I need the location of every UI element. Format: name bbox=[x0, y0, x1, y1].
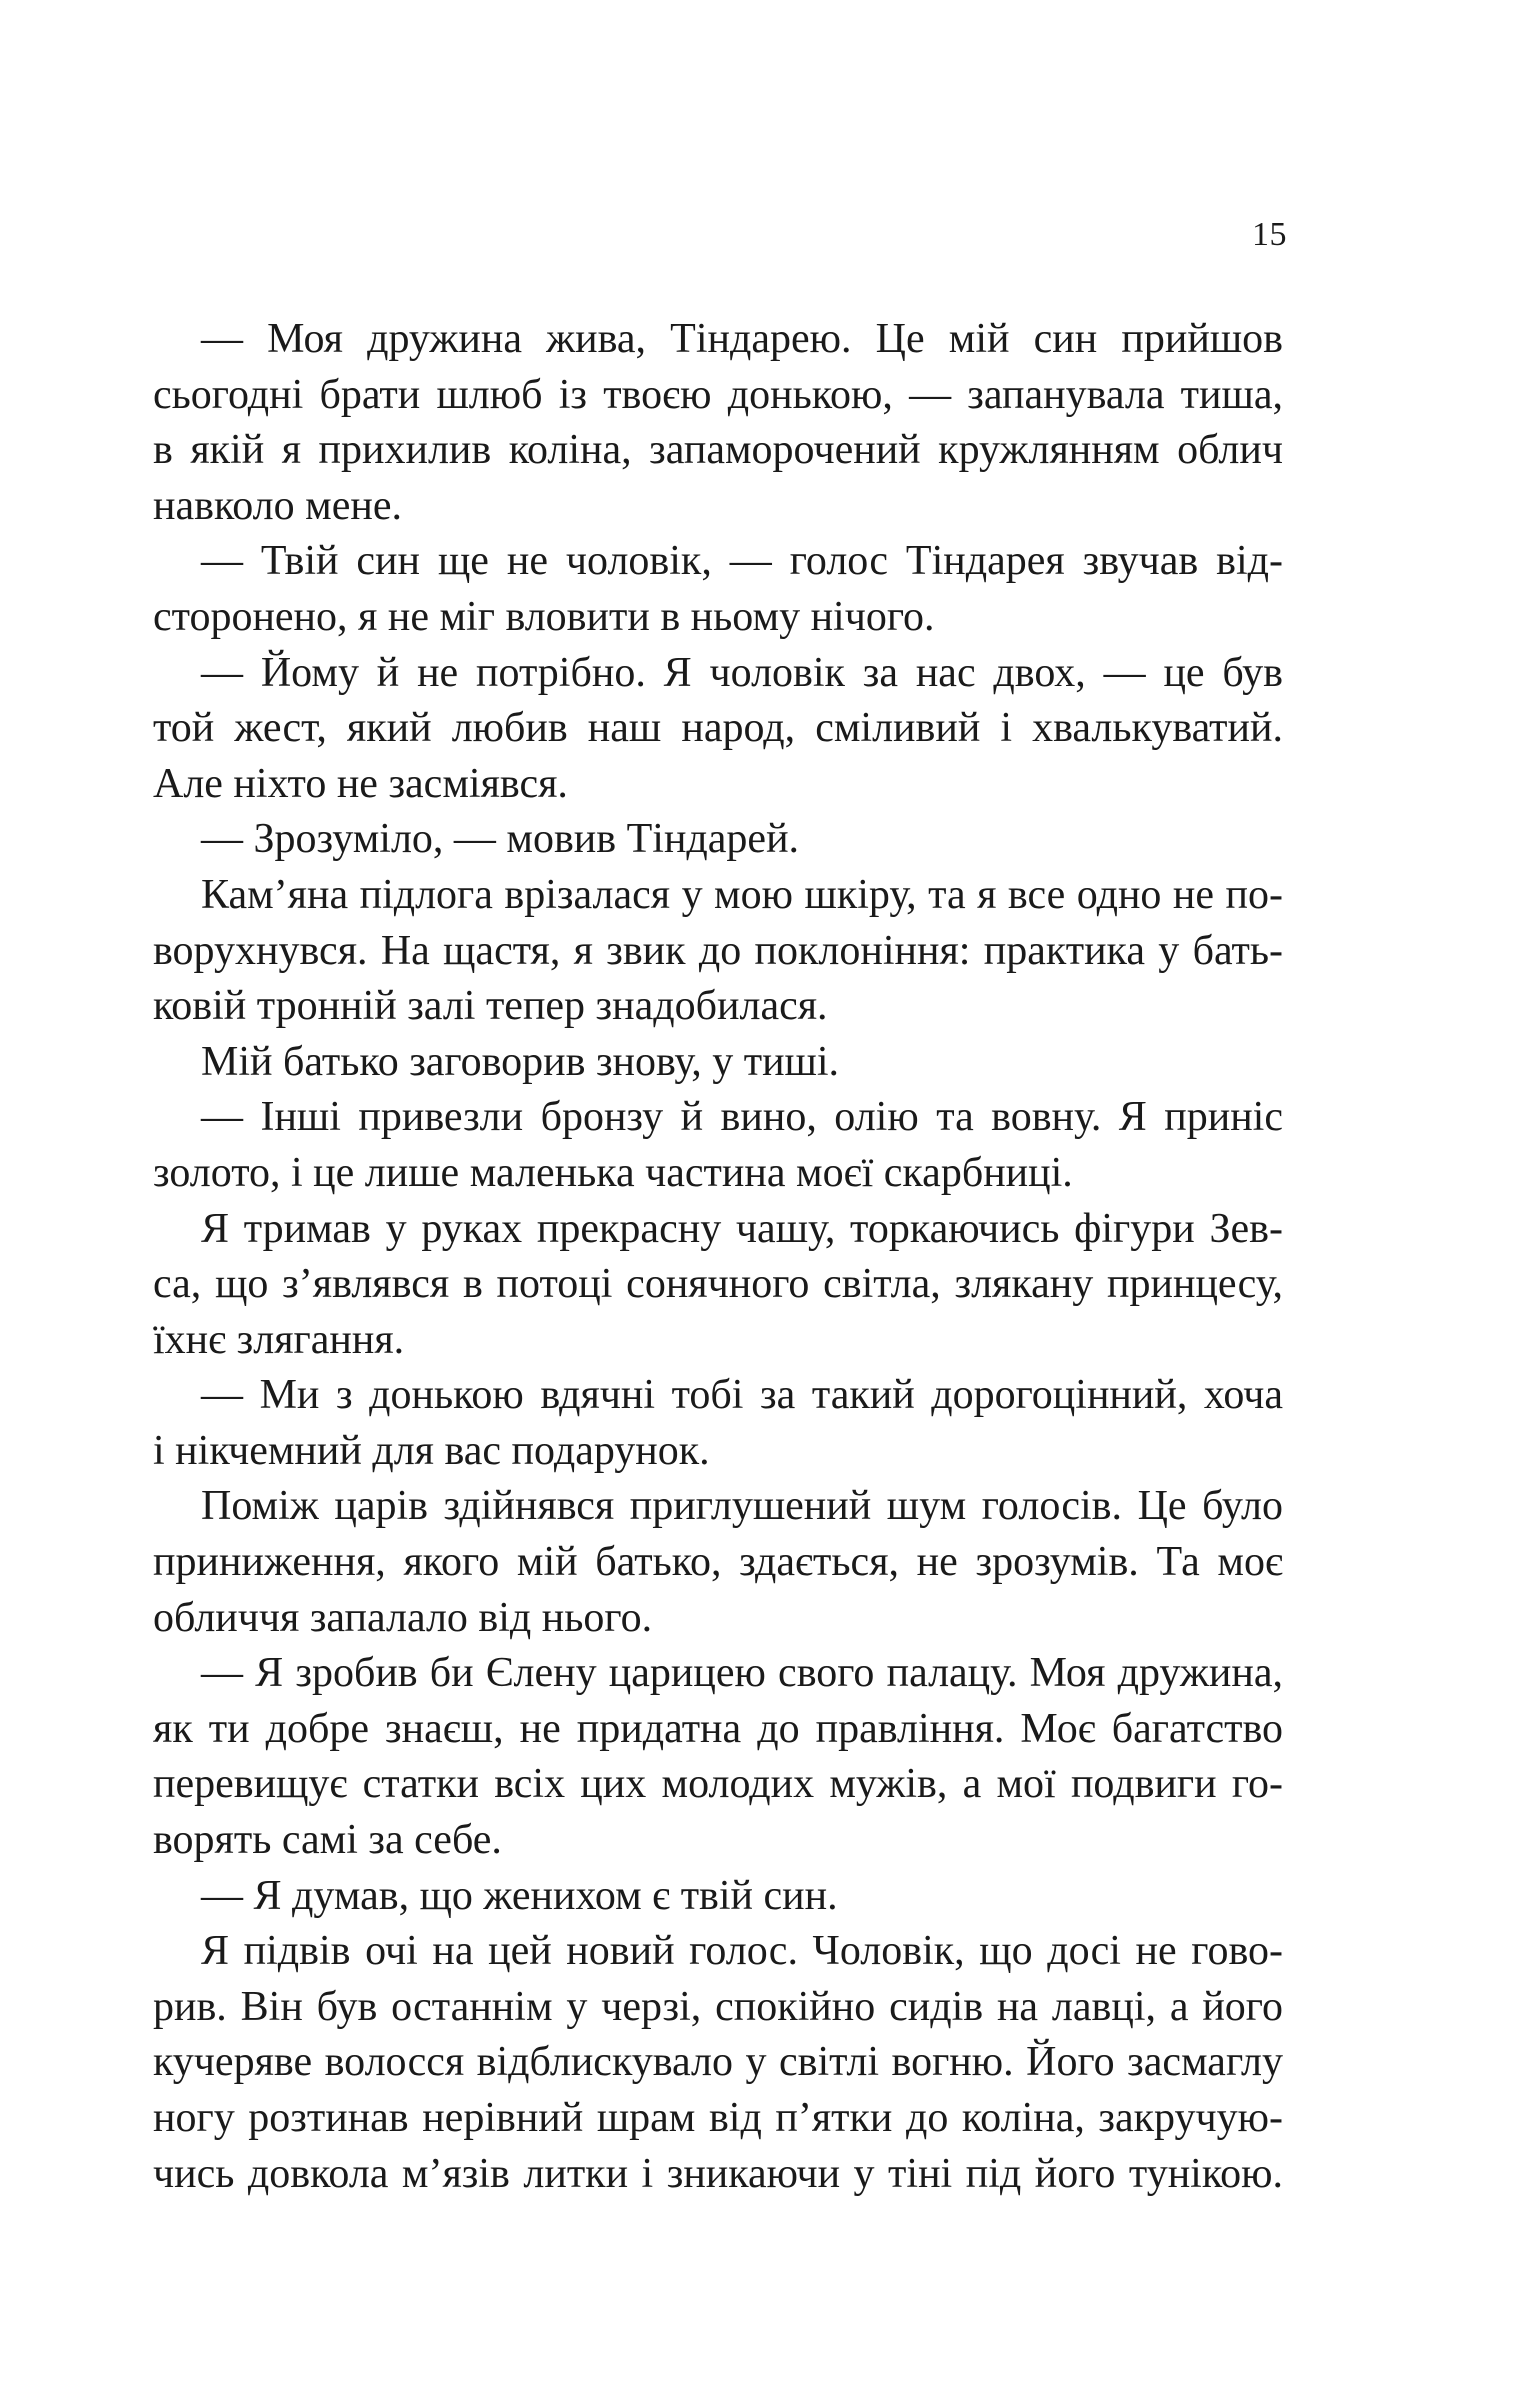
page-number: 15 bbox=[1252, 216, 1287, 253]
text-line: той жест, який любив наш народ, сміливий і хвалькуватий. bbox=[153, 705, 1283, 752]
text-line: Мій батько заговорив знову, у тиші. bbox=[201, 1038, 840, 1085]
text-line: кучеряве волосся відблискувало у світлі вогню. Його засмаглу bbox=[153, 2039, 1283, 2086]
text-line: перевищує статки всіх цих молодих мужів, а мої подвиги го- bbox=[153, 1761, 1283, 1808]
body-text bbox=[153, 312, 1283, 2202]
text-line: чись довкола м’язів литки і зникаючи у тіні під його тунікою. bbox=[153, 2150, 1283, 2197]
text-line: — Я думав, що женихом є твій син. bbox=[201, 1872, 838, 1919]
text-line: як ти добре знаєш, не придатна до правління. Моє багатство bbox=[153, 1705, 1283, 1752]
text-line: навколо мене. bbox=[153, 482, 402, 529]
text-line: Я тримав у руках прекрасну чашу, торкаючись фігури Зев- bbox=[201, 1205, 1283, 1252]
text-line: — Ми з донькою вдячні тобі за такий дорогоцінний, хоча bbox=[201, 1372, 1283, 1419]
text-line: — Моя дружина жива, Тіндарею. Це мій син прийшов bbox=[201, 316, 1283, 362]
text-line: ковій тронній залі тепер знадобилася. bbox=[153, 983, 828, 1030]
text-line: Поміж царів здійнявся приглушений шум голосів. Це було bbox=[201, 1483, 1283, 1530]
text-line: сторонено, я не міг вловити в ньому нічого. bbox=[153, 593, 935, 640]
text-line: — Я зробив би Єлену царицею свого палацу. Моя дружина, bbox=[201, 1650, 1283, 1697]
text-line: са, що з’являвся в потоці сонячного світла, злякану принцесу, bbox=[153, 1261, 1283, 1308]
text-line: сьогодні брати шлюб із твоєю донькою, — запанувала тиша, bbox=[153, 371, 1283, 418]
text-line: обличчя запалало від нього. bbox=[153, 1594, 653, 1641]
text-line: Я підвів очі на цей новий голос. Чоловік, що досі не гово- bbox=[201, 1928, 1283, 1975]
text-line: Але ніхто не засміявся. bbox=[153, 760, 568, 807]
text-line: і нікчемний для вас подарунок. bbox=[153, 1427, 710, 1474]
text-line: їхнє злягання. bbox=[153, 1316, 405, 1363]
text-line: Кам’яна підлога врізалася у мою шкіру, та я все одно не по- bbox=[201, 871, 1283, 918]
text-line: приниження, якого мій батько, здається, не зрозумів. Та моє bbox=[153, 1539, 1283, 1586]
text-line: ворухнувся. На щастя, я звик до поклоніння: практика у бать- bbox=[153, 927, 1283, 974]
text-line: ворять самі за себе. bbox=[153, 1817, 502, 1864]
text-line: ногу розтинав нерівний шрам від п’ятки до коліна, закручую- bbox=[153, 2095, 1283, 2141]
text-line: — Зрозуміло, — мовив Тіндарей. bbox=[201, 816, 800, 863]
text-line: рив. Він був останнім у черзі, спокійно сидів на лавці, а його bbox=[153, 1983, 1283, 2030]
text-line: — Йому й не потрібно. Я чоловік за нас двох, — це був bbox=[201, 649, 1283, 696]
text-line: в якій я прихилив коліна, запаморочений кружлянням облич bbox=[153, 427, 1283, 474]
text-line: золото, і це лише маленька частина моєї скарбниці. bbox=[153, 1149, 1073, 1196]
text-line: — Інші привезли бронзу й вино, олію та вовну. Я приніс bbox=[201, 1094, 1283, 1141]
text-line: — Твій син ще не чоловік, — голос Тіндарея звучав від- bbox=[201, 538, 1283, 585]
